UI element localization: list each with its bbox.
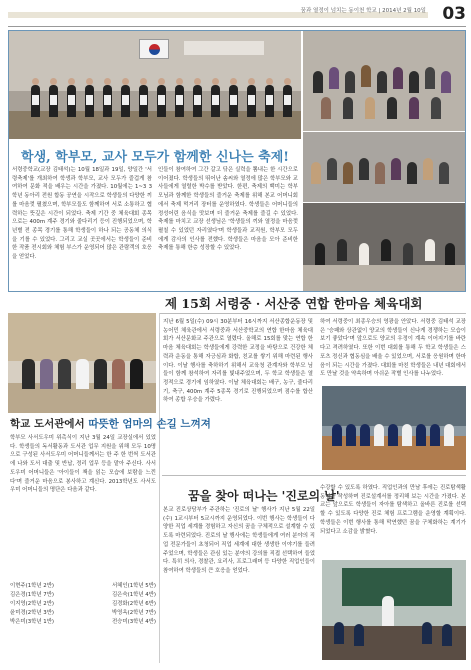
career-body-right: 수강할 수 있도록 하였다. 직업인과의 만남 후에는 진로탐색활동지를 작성하며 진로설계서를 정리해 보는 시간을 가졌다. 본교는 앞으로도 학생들이 자아를 탐색하고 올바른 진로를 선택할 수 있도록 다양한 진로 체험 프로그램을 운영할 계획이다. 학생들은 이번 행사를 통해 막연했던 꿈을 구체화하는 계기가 되었다고 소감을 밝혔다. bbox=[320, 485, 466, 535]
roster-name: 이지영(2학년 2반) bbox=[10, 601, 55, 607]
column-divider bbox=[159, 313, 160, 663]
roster-name: 김은경(1학년 7반) bbox=[10, 592, 55, 598]
roster-name: 김은숙(1학년 4반) bbox=[111, 592, 156, 598]
library-headline bbox=[10, 416, 211, 431]
festival-body-left: 서령중학교(교장 김태석)는 10월 18일과 19일, 양일간 '서령축제'를 개최하여 학생과 학부모, 교사 모두가 즐겁게 참여하여 문화 적을 배우는 시간을 가졌다. 10월에는 1~3 3학년 동아리 전원 합동 공연을 시작으로 학생들의 다양한 끼를 마음껏 펼쳤으며, 학부모들도 함께하여 서로 소통하고 협력하는 뜻깊은 시간이 되었다. 축제 기간 중 체육대회 종목으로는 400m 계주 경기와 줄다리기 등이 진행되었으며, 학년별 전 종목 경기를 통해 학생들이 하나 되는 공동체 의식을 기를 수 있었다. 그리고 교실 곳곳에서는 학생들이 준비한 작품 전시회와 체험 부스가 운영되어 많은 관람객의 호응을 얻었다. bbox=[12, 167, 152, 261]
roster-name: 이현주(1학년 2반) bbox=[10, 583, 55, 589]
korean-flag-icon bbox=[139, 39, 169, 59]
roster-row bbox=[10, 582, 156, 591]
festival-parents-photo bbox=[303, 132, 465, 202]
roster-name: 윤미경(2학년 3반) bbox=[10, 610, 55, 616]
library-headline-prefix: 학교 도서관에서 bbox=[10, 418, 89, 430]
career-headline: 꿈을 찾아 떠나는 '진로의 날' bbox=[188, 489, 340, 503]
festival-headline: 학생, 학부모, 교사 모두가 함께한 신나는 축제! bbox=[21, 150, 289, 165]
roster-name: 박은미(3학년 1반) bbox=[10, 619, 55, 625]
section-rule bbox=[162, 475, 466, 476]
roster-name: 서혜인(1학년 5반) bbox=[111, 583, 156, 589]
career-body-left: 본교 진로상담부가 주관하는 '진로의 날' 행사가 지난 5월 22일(수) 1교시부터 5교시까지 운영되었다. 이번 행사는 학생들이 다양한 직업 세계를 경험하고 자신의 꿈을 구체적으로 설계할 수 있도록 마련되었다. 진로의 날 행사에는 학생들에게 여러 분야의 직업 전문가들이 초청되어 직업 세계에 대한 생생한 이야기를 들려주었으며, 학생들은 관심 있는 분야의 강의를 직접 선택하여 들었다. 특히 의사, 경찰관, 요리사, 프로그래머 등 다양한 직업인들이 참여하여 학생들의 큰 호응을 얻었다. bbox=[163, 507, 315, 574]
volunteer-roster bbox=[10, 582, 156, 627]
roster-row bbox=[10, 600, 156, 609]
career-classroom-photo bbox=[322, 560, 466, 660]
page-number: 03 bbox=[442, 4, 466, 24]
page-header bbox=[8, 4, 466, 30]
sports-headline: 제 15회 서령중 · 서산중 연합 한마음 체육대회 bbox=[165, 296, 423, 311]
roster-name: 박영옥(2학년 7반) bbox=[111, 610, 156, 616]
roster-name: 김경화(2학년 6반) bbox=[111, 601, 156, 607]
roster-row bbox=[10, 609, 156, 618]
library-body: 학부모 사서도우미 위촉식이 지난 3월 24일 교장실에서 있었다. 학생들의 독서활동과 도서관 업무 지원을 위해 모두 10명으로 구성된 사서도우미 어머니들께서는 한 주 한 번씩 도서관에 나와 도서 대출 및 반납, 정리 업무 등을 맡아 주신다. 사서도우미 어머니들은 '아이들이 책을 읽는 모습에 보람을 느낀다'며 즐거운 마음으로 봉사하고 계신다. 2013학년도 사서도우미 어머니들의 명단은 다음과 같다. bbox=[10, 435, 156, 494]
library-headline-highlight: 따뜻한 엄마의 손길 느껴져 bbox=[88, 418, 211, 430]
header-info: 꿈과 열정이 넘치는 동이천 학교 | 2014년 2월 10일 bbox=[300, 8, 426, 14]
header-rule bbox=[8, 26, 466, 27]
roster-row bbox=[10, 618, 156, 627]
roster-row bbox=[10, 591, 156, 600]
sports-body-left: 지난 6월 5일(수) 09시 30분부터 16시까지 서산종합운동장 및 농어민 체육관에서 서령중과 서산중학교의 연합 한마음 체육대회가 서산문화교 주관으로 열렸다. 올해로 15회를 맞는 연합 한마음 체육대회는 학생들에게 강력한 교정을 바탕으로 건강한 체력과 운동을 통해 자긍심과 화합, 친교를 쌓기 위해 마련된 행사이다. 이날 행사를 축하하기 위해서 교육청 관계자와 학부모 님들이 함께 참석하여 자리를 빛내주었으며, 두 학교 학생들은 열정적으로 경기에 임하였다. 이날 체육대회는 배구, 농구, 줄다리기, 축구, 400m 계주 5종목 경기로 진행되었으며 점수를 합산하여 종합 우승을 가렸다. bbox=[163, 319, 313, 404]
festival-stage-photo bbox=[9, 31, 301, 139]
roster-name: 전승미(3학년 4반) bbox=[111, 619, 156, 625]
festival-body-right: 인들이 참여하여 그간 갈고 닦은 실력을 뽐내는 한 시간으로 이어졌다. 학생들의 뛰어난 솜씨와 열정에 많은 학부모와 교사들에게 열렬한 박수를 받았다. 한편, 축제의 백미는 학부모님과 함께한 학생들의 즐거운 축제를 위해 본교 어머니회에서 축제 먹거리 장터를 운영하였다. 학생들은 어머니들의 정성어린 음식을 맛보며 더 즐거운 축제를 즐길 수 있었다. 축제를 마치고 교장 선생님은 '학생들의 끼와 열정을 마음껏 펼칠 수 있었던 자리였다'며 학생들과 교직원, 학부모 모두에게 감사의 인사를 전했다. 학생들은 마음을 모아 준비한 축제를 통해 한층 성장할 수 있었다. bbox=[158, 167, 298, 252]
library-volunteers-photo bbox=[8, 313, 156, 413]
festival-food-photo bbox=[303, 203, 465, 291]
sports-rule bbox=[160, 313, 466, 314]
sports-gym-photo bbox=[322, 386, 466, 470]
festival-group-photo bbox=[303, 31, 465, 131]
sports-body-right: 하여 서령중이 최종우승의 영광을 안았다. 서령중 김태석 교장은 '승패와 상관없이 양교의 학생들이 신나게 경쟁하는 모습이 보기 좋았다'며 앞으로도 양교의 우정이 계속 이어지기를 바란다고 격려하였다. 또한 이번 대회를 통해 두 학교 학생들은 스포츠 정신과 협동심을 배울 수 있었으며, 서로를 응원하며 한마음이 되는 시간을 가졌다. 대회를 마친 학생들은 내년 대회에서도 만날 것을 약속하며 아쉬운 작별 인사를 나누었다. bbox=[320, 319, 466, 378]
